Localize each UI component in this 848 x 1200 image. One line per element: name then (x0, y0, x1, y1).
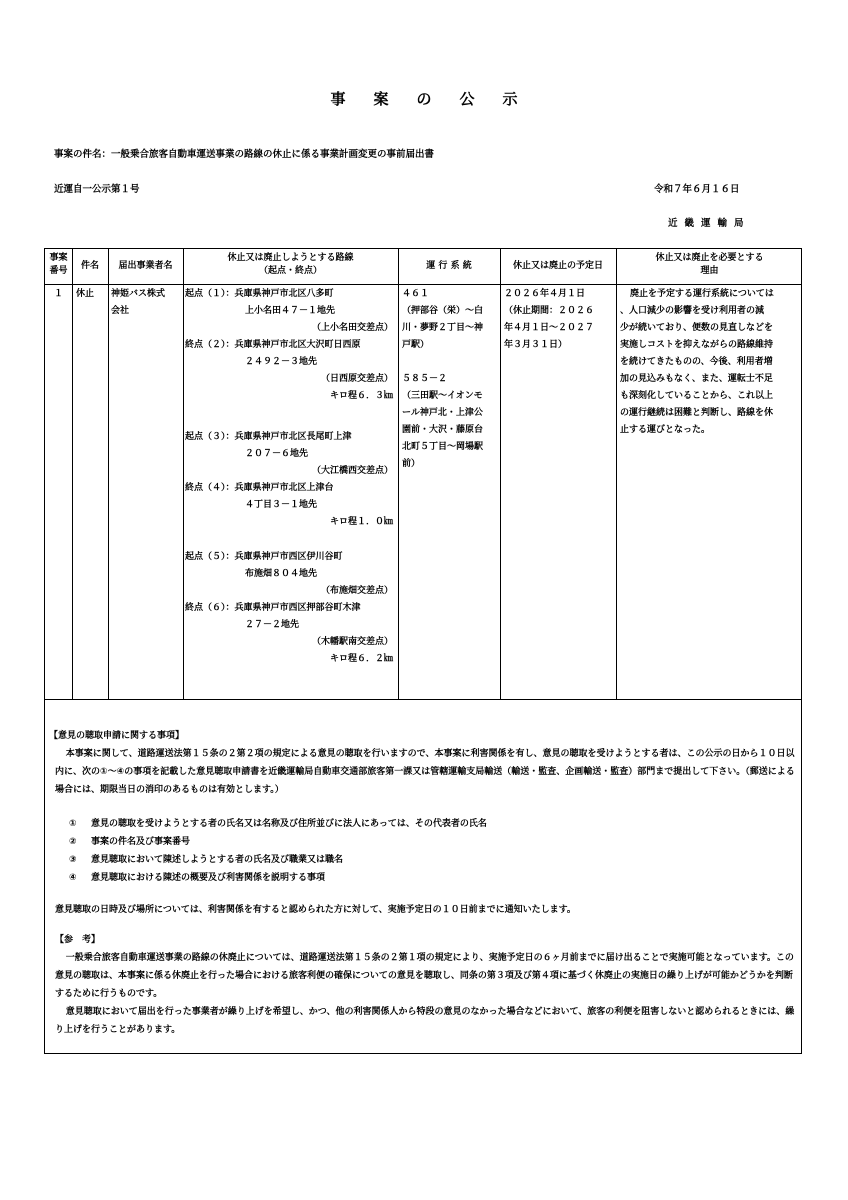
hearing-notice: 意見聴取の日時及び場所については、利害関係を有すると認められた方に対して、実施予定日の１０日前までに通知いたします。 (55, 905, 576, 915)
page-title: 事案の公示 (330, 90, 546, 108)
col-divider (108, 249, 109, 699)
route-point: 起点（５）：兵庫県神戸市西区伊川谷町 布施畑８０４地先 （布施畑交差点） (185, 552, 393, 596)
hearing-paragraph: 本事案に関して、道路運送法第１５条の２第２項の規定による意見の聴取を行いますので、本事案に利害関係を有し、意見の聴取を受けようとする者は、この公示の日から１０日以内に、次の①～④の事項を記載した意見聴取申請書を近畿運輸局自動車交通部旅客第一課又は管轄運輸支局輸送（輸送・監査、企画輸送・監査）部門まで提出して下さい。（郵送による場合には、期限当日の消印のあるものは有効とします。） (55, 749, 795, 795)
col-divider (616, 249, 617, 699)
list-item: ① 意見の聴取を受けようとする者の氏名又は名称及び住所並びに法人にあっては、その代表者の氏名 (69, 819, 487, 829)
case-subject-text: 一般乗合旅客自動車運送事業の路線の休止に係る事業計画変更の事前届出書 (111, 149, 435, 160)
scheduled-date: ２０２６年４月１日 （休止期間：２０２６ 年４月１日～２０２７ 年３月３１日） (504, 289, 595, 350)
header-case-number: 事案 番号 (49, 253, 68, 276)
case-type: 休止 (76, 289, 95, 299)
case-number: １ (53, 289, 63, 299)
case-subject (54, 146, 434, 160)
notice-date: 令和７年６月１６日 (654, 184, 740, 195)
case-subject-label: 事案の件名： (54, 149, 112, 160)
col-divider (183, 249, 184, 699)
list-item: ③ 意見聴取において陳述しようとする者の氏名及び職業又は職名 (69, 855, 344, 865)
hearing-heading: 【意見の聴取申請に関する事項】 (49, 731, 185, 741)
route-point: 起点（１）：兵庫県神戸市北区八多町 上小名田４７－１地先 （上小名田交差点） (185, 289, 393, 333)
route-point: 終点（２）：兵庫県神戸市北区大沢町日西原 ２４９２－３地先 （日西原交差点） キロ程６．３㎞ (185, 340, 393, 401)
reason-text: 廃止を予定する運行系統については 、人口減少の影響を受け利用者の減 少が続いており、便数の見直しなどを 実施しコストを抑えながらの路線維持 を続けてきたものの、今後、利用者増 加の見込みもなく、また、運転士不足 も深刻化していることから、これ以上 の運行継続は困難と判断し、路線を休 止する運びとなった。 (620, 289, 774, 435)
reference-paragraph: 意見聴取において届出を行った事業者が繰り上げを希望し、かつ、他の利害関係人から特段の意見のなかった場合などにおいて、旅客の利便を阻害しないと認められるときには、繰り上げを行うことがあります。 (55, 1007, 795, 1035)
notice-number: 近運自一公示第１号 (54, 184, 140, 195)
header-divider (45, 284, 801, 285)
header-route: 休止又は廃止しようとする路線 （起点・終点） (227, 253, 354, 276)
header-operator: 届出事業者名 (118, 261, 173, 271)
header-reason: 休止又は廃止を必要とする 理由 (655, 253, 764, 276)
reference-heading: 【参 考】 (55, 935, 101, 945)
operating-system: ４６１ （押部谷（栄）～白 川・夢野２丁目～神 戸駅） ５８５－２ （三田駅～イオンモ ール神戸北・上津公 園前・大沢・藤原台 北町５丁目～岡場駅 前） (402, 289, 484, 469)
list-item: ④ 意見聴取における陳述の概要及び利害関係を説明する事項 (69, 873, 326, 883)
reference-paragraph: 一般乗合旅客自動車運送事業の路線の休廃止については、道路運送法第１５条の２第１項の規定により、実施予定日の６ヶ月前までに届け出ることで実施可能となっています。この意見の聴取は、本事案に係る休廃止を行った場合における旅客利便の確保についての意見を聴取し、同条の第３項及び第４項に基づく休廃止の実施日の繰り上げが可能かどうかを判断するために行うものです。 (55, 953, 794, 999)
col-divider (500, 249, 501, 699)
header-schedule: 休止又は廃止の予定日 (512, 261, 603, 271)
route-point: 終点（６）：兵庫県神戸市西区押部谷町木津 ２７－２地先 （木幡駅南交差点） キロ程６．２㎞ (185, 603, 393, 664)
operator-name: 神姫バス株式 会社 (111, 289, 166, 316)
table-bottom-divider (45, 699, 801, 700)
col-divider (72, 249, 73, 699)
issuing-bureau: 近畿運輸局 (668, 218, 751, 229)
notice-frame (44, 248, 802, 1054)
header-system: 運 行 系 統 (426, 261, 472, 271)
col-divider (398, 249, 399, 699)
hearing-section (49, 727, 795, 1039)
header-type: 件名 (80, 261, 99, 271)
route-point: 終点（４）：兵庫県神戸市北区上津台 ４丁目３－１地先 キロ程１．０㎞ (185, 483, 393, 527)
list-item: ② 事案の件名及び事案番号 (69, 837, 191, 847)
route-point: 起点（３）：兵庫県神戸市北区長尾町上津 ２０７－６地先 （大江橋西交差点） (185, 432, 393, 476)
